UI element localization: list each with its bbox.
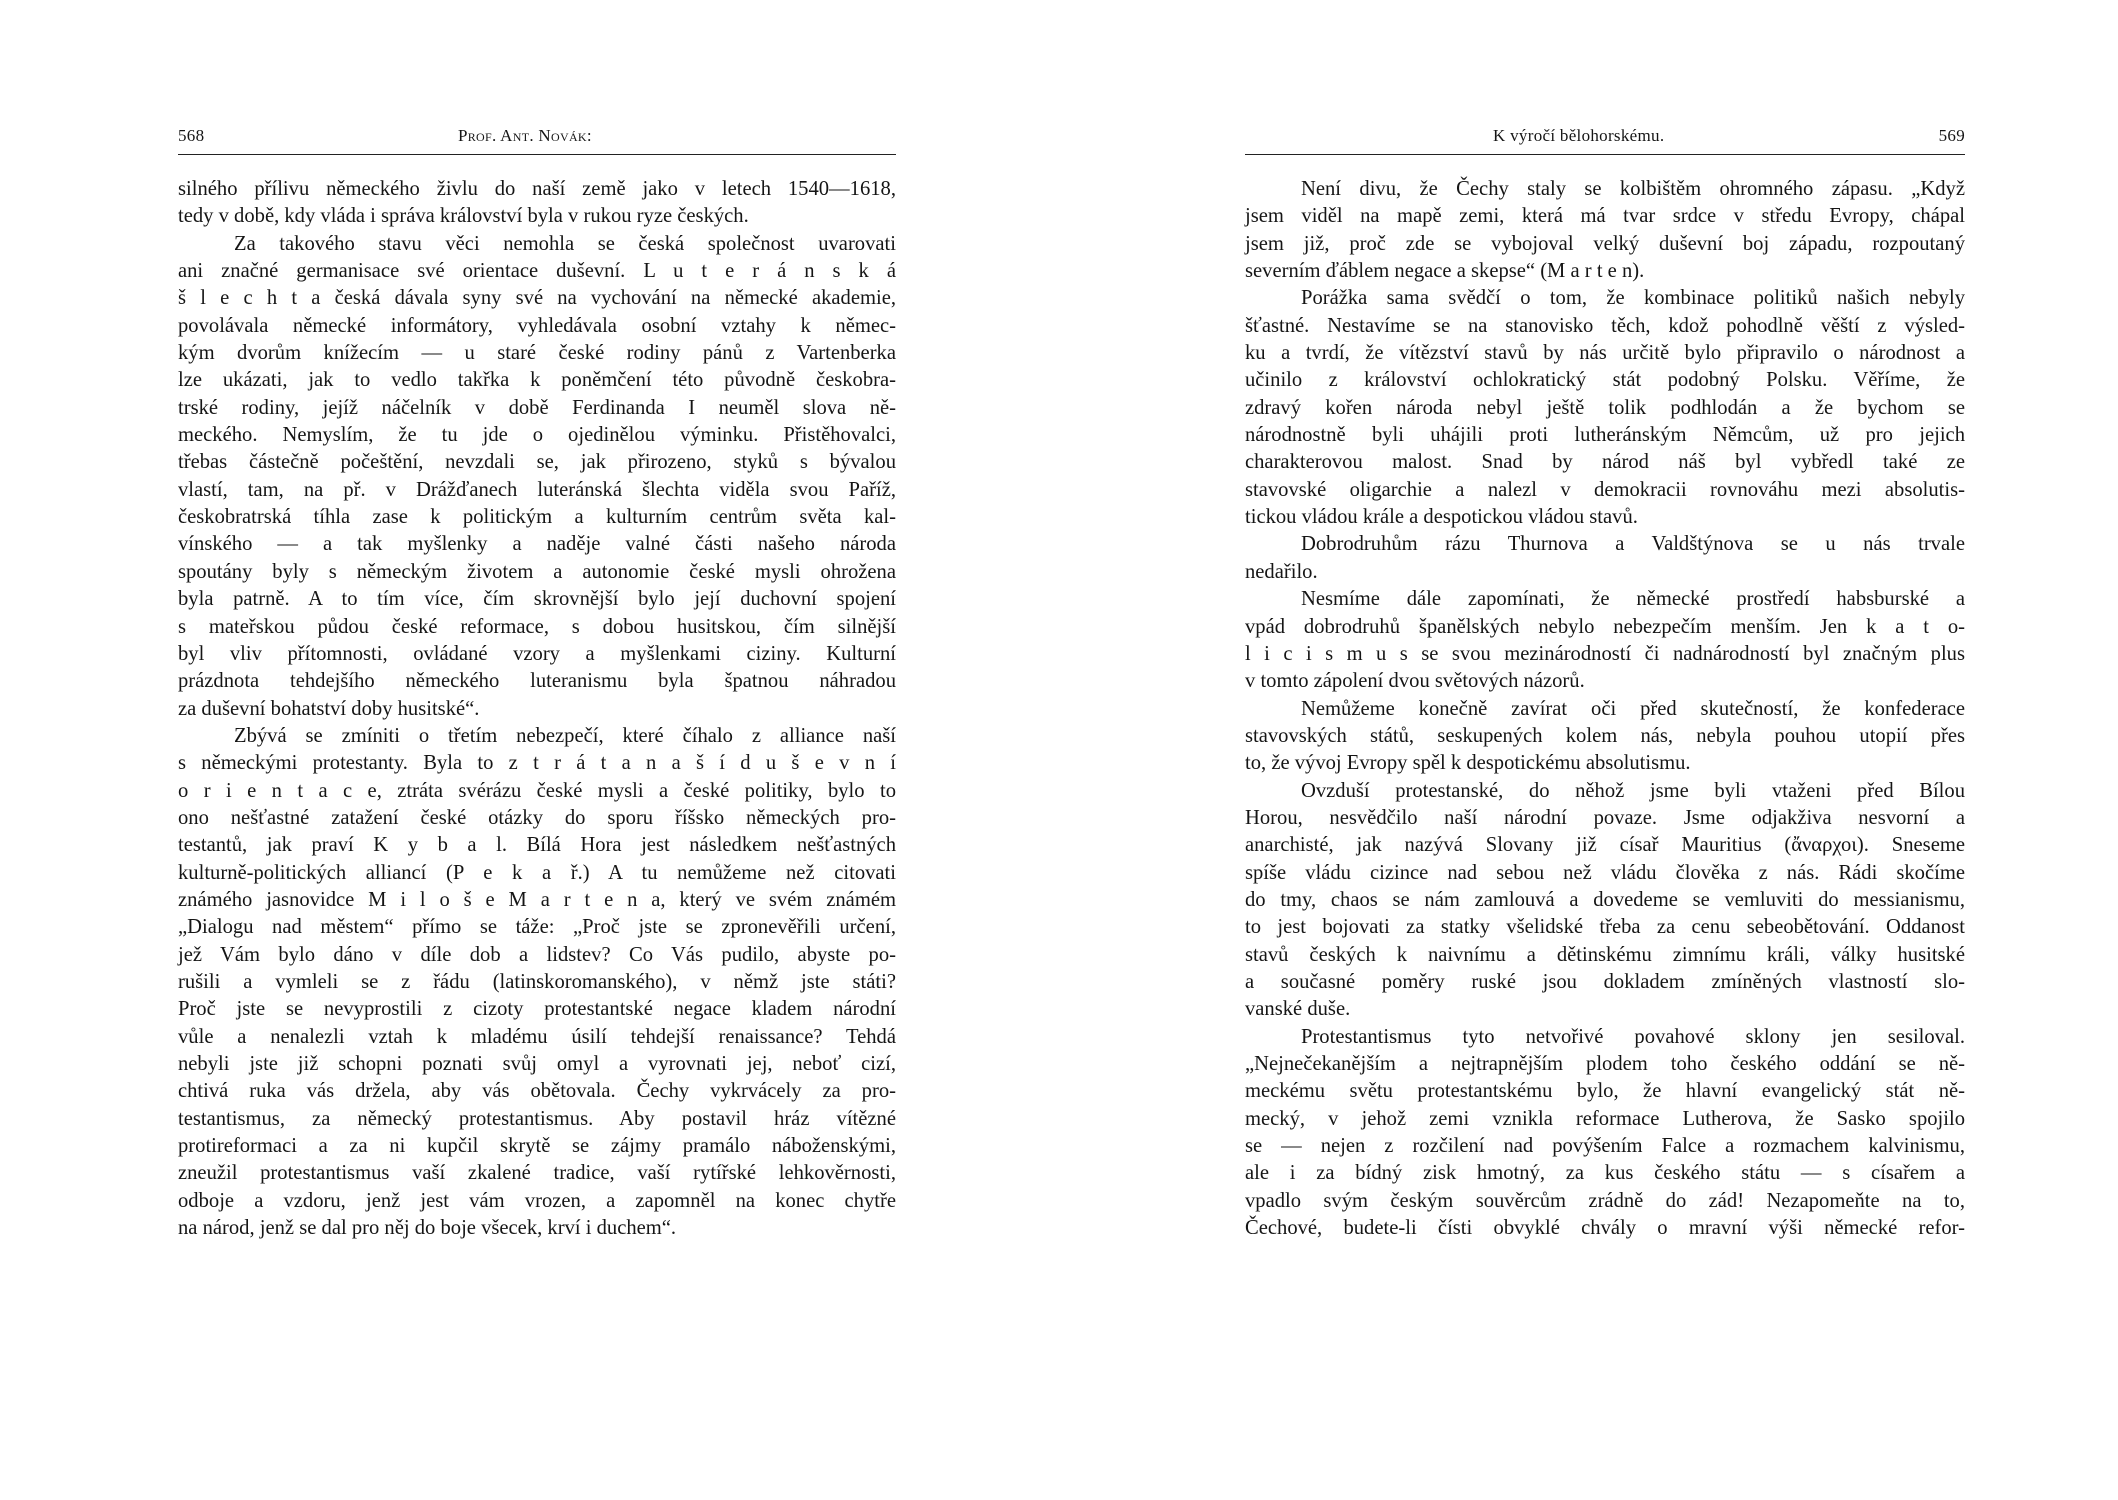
text-line: Zbývá se zmíniti o třetím nebezpečí, které číhalo z alliance naší: [234, 724, 896, 747]
left-running-head: [178, 126, 896, 155]
text-line: Ovzduší protestanské, do něhož jsme byli vtaženi před Bílou: [1301, 779, 1965, 802]
text-line: severním ďáblem negace a skepse“ (M a r t e n).: [1245, 260, 1645, 283]
text-line: testantismus, za německý protestantismus. Aby postavil hráz vítězné: [178, 1107, 896, 1130]
text-line: Dobrodruhům rázu Thurnova a Valdštýnova se u nás trvale: [1301, 533, 1965, 556]
text-line: ale i za bídný zisk hmotný, za kus českého státu — s císařem a: [1245, 1162, 1965, 1185]
text-line: byla patrně. A to tím více, čím skrovnější bylo její duchovní spojení: [178, 588, 896, 611]
text-line: Protestantismus tyto netvořivé povahové sklony jen sesiloval.: [1301, 1025, 1965, 1048]
right-page-number: 569: [1938, 126, 1965, 145]
right-body-text: [1245, 176, 1965, 1242]
text-line: protireformaci a za ni kupčil skrytě se zájmy pramálo náboženskými,: [178, 1135, 896, 1158]
text-line: Horou, nesvědčilo naší národní povaze. Jsme odjakživa nesvorní a: [1245, 806, 1965, 829]
text-line: tickou vládou krále a despotickou vládou stavů.: [1245, 506, 1638, 529]
text-line: nebyli jste již schopni poznati svůj omyl a vyrovnati jej, neboť cizí,: [178, 1053, 896, 1075]
text-line: s mateřskou půdou české reformace, s dobou husitskou, čím silnější: [178, 615, 896, 638]
text-line: jsem viděl na mapě zemi, která má tvar srdce v středu Evropy, chápal: [1245, 205, 1965, 228]
text-line: jsem již, proč zde se vybojoval velký duševní boj západu, rozpoutaný: [1245, 232, 1965, 255]
text-line: meckého. Nemyslím, že tu jde o ojedinělou výminku. Přistěhovalci,: [178, 424, 896, 447]
left-running-title: Prof. Ant. Novák:: [458, 126, 592, 145]
text-line: stavovské oligarchie a nalezl v demokracii rovnováhu mezi absolutis-: [1245, 478, 1965, 501]
text-line: trské rodiny, jejíž náčelník v době Ferdinanda I neuměl slova ně-: [178, 396, 896, 419]
text-line: Není divu, že Čechy staly se kolbištěm ohromného zápasu. „Když: [1301, 178, 1965, 200]
text-line: se — nejen z rozčilení nad povýšením Falce a rozmachem kalvinismu,: [1245, 1135, 1965, 1158]
text-line: v tomto zápolení dvou světových názorů.: [1245, 670, 1585, 693]
text-line: známého jasnovidce M i l o š e M a r t e n a, který ve svém známém: [178, 888, 896, 911]
text-line: tedy v době, kdy vláda i správa království byla v rukou ryze českých.: [178, 205, 749, 228]
text-line: jež Vám bylo dáno v díle dob a lidstev? Co Vás pudilo, abyste po-: [178, 943, 896, 966]
text-line: vanské duše.: [1245, 998, 1351, 1021]
text-line: to jest bojovati za statky všelidské třeba za cenu sebeobětování. Oddanost: [1245, 916, 1965, 939]
text-line: zdravý kořen národa nebyl ještě tolik podhlodán a že bychom se: [1245, 396, 1965, 419]
text-line: to, že vývoj Evropy spěl k despotickému absolutismu.: [1245, 752, 1691, 775]
text-line: ku a tvrdí, že vítězství stavů by nás určitě bylo připravilo o národnost a: [1245, 342, 1965, 365]
text-line: povolávala německé informátory, vyhledávala osobní vztahy k němec-: [178, 314, 896, 337]
text-line: vůle a nenalezli vztah k mladému úsilí tehdejší renaissance? Tehdá: [178, 1025, 896, 1048]
text-line: Proč jste se nevyprostili z cizoty protestantské negace kladem národní: [178, 998, 896, 1021]
text-line: vpadlo svým českým souvěrcům zrádně do zád! Nezapomeňte na to,: [1245, 1189, 1965, 1212]
text-line: do tmy, chaos se nám zamlouvá a dovedeme se vemluviti do messianismu,: [1245, 888, 1965, 911]
text-line: rušili a vymleli se z řádu (latinskoromanského), v němž jste státi?: [178, 970, 896, 993]
text-line: silného přílivu německého živlu do naší země jako v letech 1540—1618,: [178, 178, 896, 200]
text-line: Nemůžeme konečně zavírat oči před skutečností, že konfederace: [1301, 697, 1965, 720]
text-line: ono nešťastné zatažení české otázky do sporu říšsko německých pro-: [178, 806, 896, 829]
text-line: s německými protestanty. Byla to z t r á t a n a š í d u š e v n í: [178, 752, 896, 775]
text-line: kým dvorům knížecím — u staré české rodiny pánů z Vartenberka: [178, 342, 896, 365]
text-line: Porážka sama svědčí o tom, že kombinace politiků našich nebyly: [1301, 287, 1965, 310]
text-line: kulturně-politických alliancí (P e k a ř.) A tu nemůžeme než citovati: [178, 861, 896, 884]
left-page: [178, 0, 896, 1500]
text-line: ani značné germanisace své orientace duševní. L u t e r á n s k á: [178, 260, 896, 283]
right-page: [1245, 0, 1965, 1500]
text-line: učinilo z království ochlokratický stát podobný Polsku. Věříme, že: [1245, 369, 1965, 392]
text-line: vínského — a tak myšlenky a naděje valné části našeho národa: [178, 533, 896, 556]
text-line: Za takového stavu věci nemohla se česká společnost uvarovati: [234, 232, 896, 255]
text-line: šťastné. Nestavíme se na stanovisko těch, kdož pohodlně věští z výsled-: [1245, 314, 1965, 337]
text-line: odboje a vzdoru, jenž jest vám vrozen, a zapomněl na konec chytře: [178, 1189, 896, 1212]
text-line: prázdnota tehdejšího německého luteranismu byla špatnou náhradou: [178, 670, 896, 693]
text-line: národnostně byli uhájili proti lutheránským Němcům, už pro jejich: [1245, 424, 1965, 447]
text-line: za duševní bohatství doby husitské“.: [178, 697, 480, 720]
right-running-title: K výročí bělohorskému.: [1493, 126, 1665, 145]
text-line: nedařilo.: [1245, 560, 1318, 583]
text-line: stavovských států, seskupených kolem nás, nebyla pouhou utopií přes: [1245, 724, 1965, 747]
left-body-text: [178, 176, 896, 1242]
left-page-number: 568: [178, 126, 205, 145]
text-line: Čechové, budete-li čísti obvyklé chvály o mravní výši německé refor-: [1245, 1217, 1965, 1240]
text-line: a současné poměry ruské jsou dokladem zmíněných vlastností slo-: [1245, 970, 1965, 993]
text-line: zneužil protestantismus vaší zkalené tradice, vaší rytířské lehkověrnosti,: [178, 1162, 896, 1185]
text-line: lze ukázati, jak to vedlo takřka k poněmčení této původně českobra-: [178, 369, 896, 392]
text-line: vlastí, tam, na př. v Drážďanech luteránská šlechta viděla svou Paříž,: [178, 478, 896, 501]
text-line: třebas částečně počeštění, nevzdali se, jak přirozeno, styků s bývalou: [178, 451, 896, 474]
text-line: anarchisté, jak nazývá Slovany již císař Mauritius (ἄναρχοι). Sneseme: [1245, 834, 1965, 857]
text-line: „Dialogu nad městem“ přímo se táže: „Proč jste se zpronevěřili určení,: [178, 916, 896, 939]
text-line: charakterovou malost. Snad by národ náš byl vybředl také ze: [1245, 451, 1965, 474]
text-line: českobratrská tíhla zase k politickým a kulturním centrům světa kal-: [178, 506, 896, 529]
text-line: byl vliv přítomnosti, ovládané vzory a myšlenkami ciziny. Kulturní: [178, 642, 896, 665]
text-line: testantů, jak praví K y b a l. Bílá Hora jest následkem nešťastných: [178, 834, 896, 857]
text-line: Nesmíme dále zapomínati, že německé prostředí habsburské a: [1301, 588, 1965, 611]
text-line: l i c i s m u s se svou mezinárodností či nadnárodností byl značným plus: [1245, 642, 1965, 665]
text-line: na národ, jenž se dal pro něj do boje všecek, krví i duchem“.: [178, 1217, 677, 1240]
text-line: vpád dobrodruhů španělských nebylo nebezpečím menším. Jen k a t o-: [1245, 615, 1965, 638]
text-line: stavů českých k naivnímu a dětinskému zimnímu králi, války husitské: [1245, 943, 1965, 966]
text-line: „Nejnečekanějším a nejtrapnějším plodem toho českého oddání se ně-: [1245, 1053, 1965, 1075]
text-line: chtivá ruka vás držela, aby vás obětovala. Čechy vykrvácely za pro-: [178, 1080, 896, 1103]
text-line: mecký, v jehož zemi vznikla reformace Lutherova, že Sasko spojilo: [1245, 1107, 1965, 1130]
text-line: o r i e n t a c e, ztráta svérázu české mysli a české politiky, bylo to: [178, 779, 896, 802]
text-line: spíše vládu cizince nad sebou než vládu člověka z nás. Rádi skočíme: [1245, 861, 1965, 884]
text-line: š l e c h t a česká dávala syny své na vychování na německé akademie,: [178, 287, 896, 310]
text-line: meckému světu protestantskému bylo, že hlavní evangelický stát ně-: [1245, 1080, 1965, 1103]
right-running-head: [1245, 126, 1965, 155]
text-line: spoutány byly s německým životem a autonomie české mysli ohrožena: [178, 560, 896, 583]
